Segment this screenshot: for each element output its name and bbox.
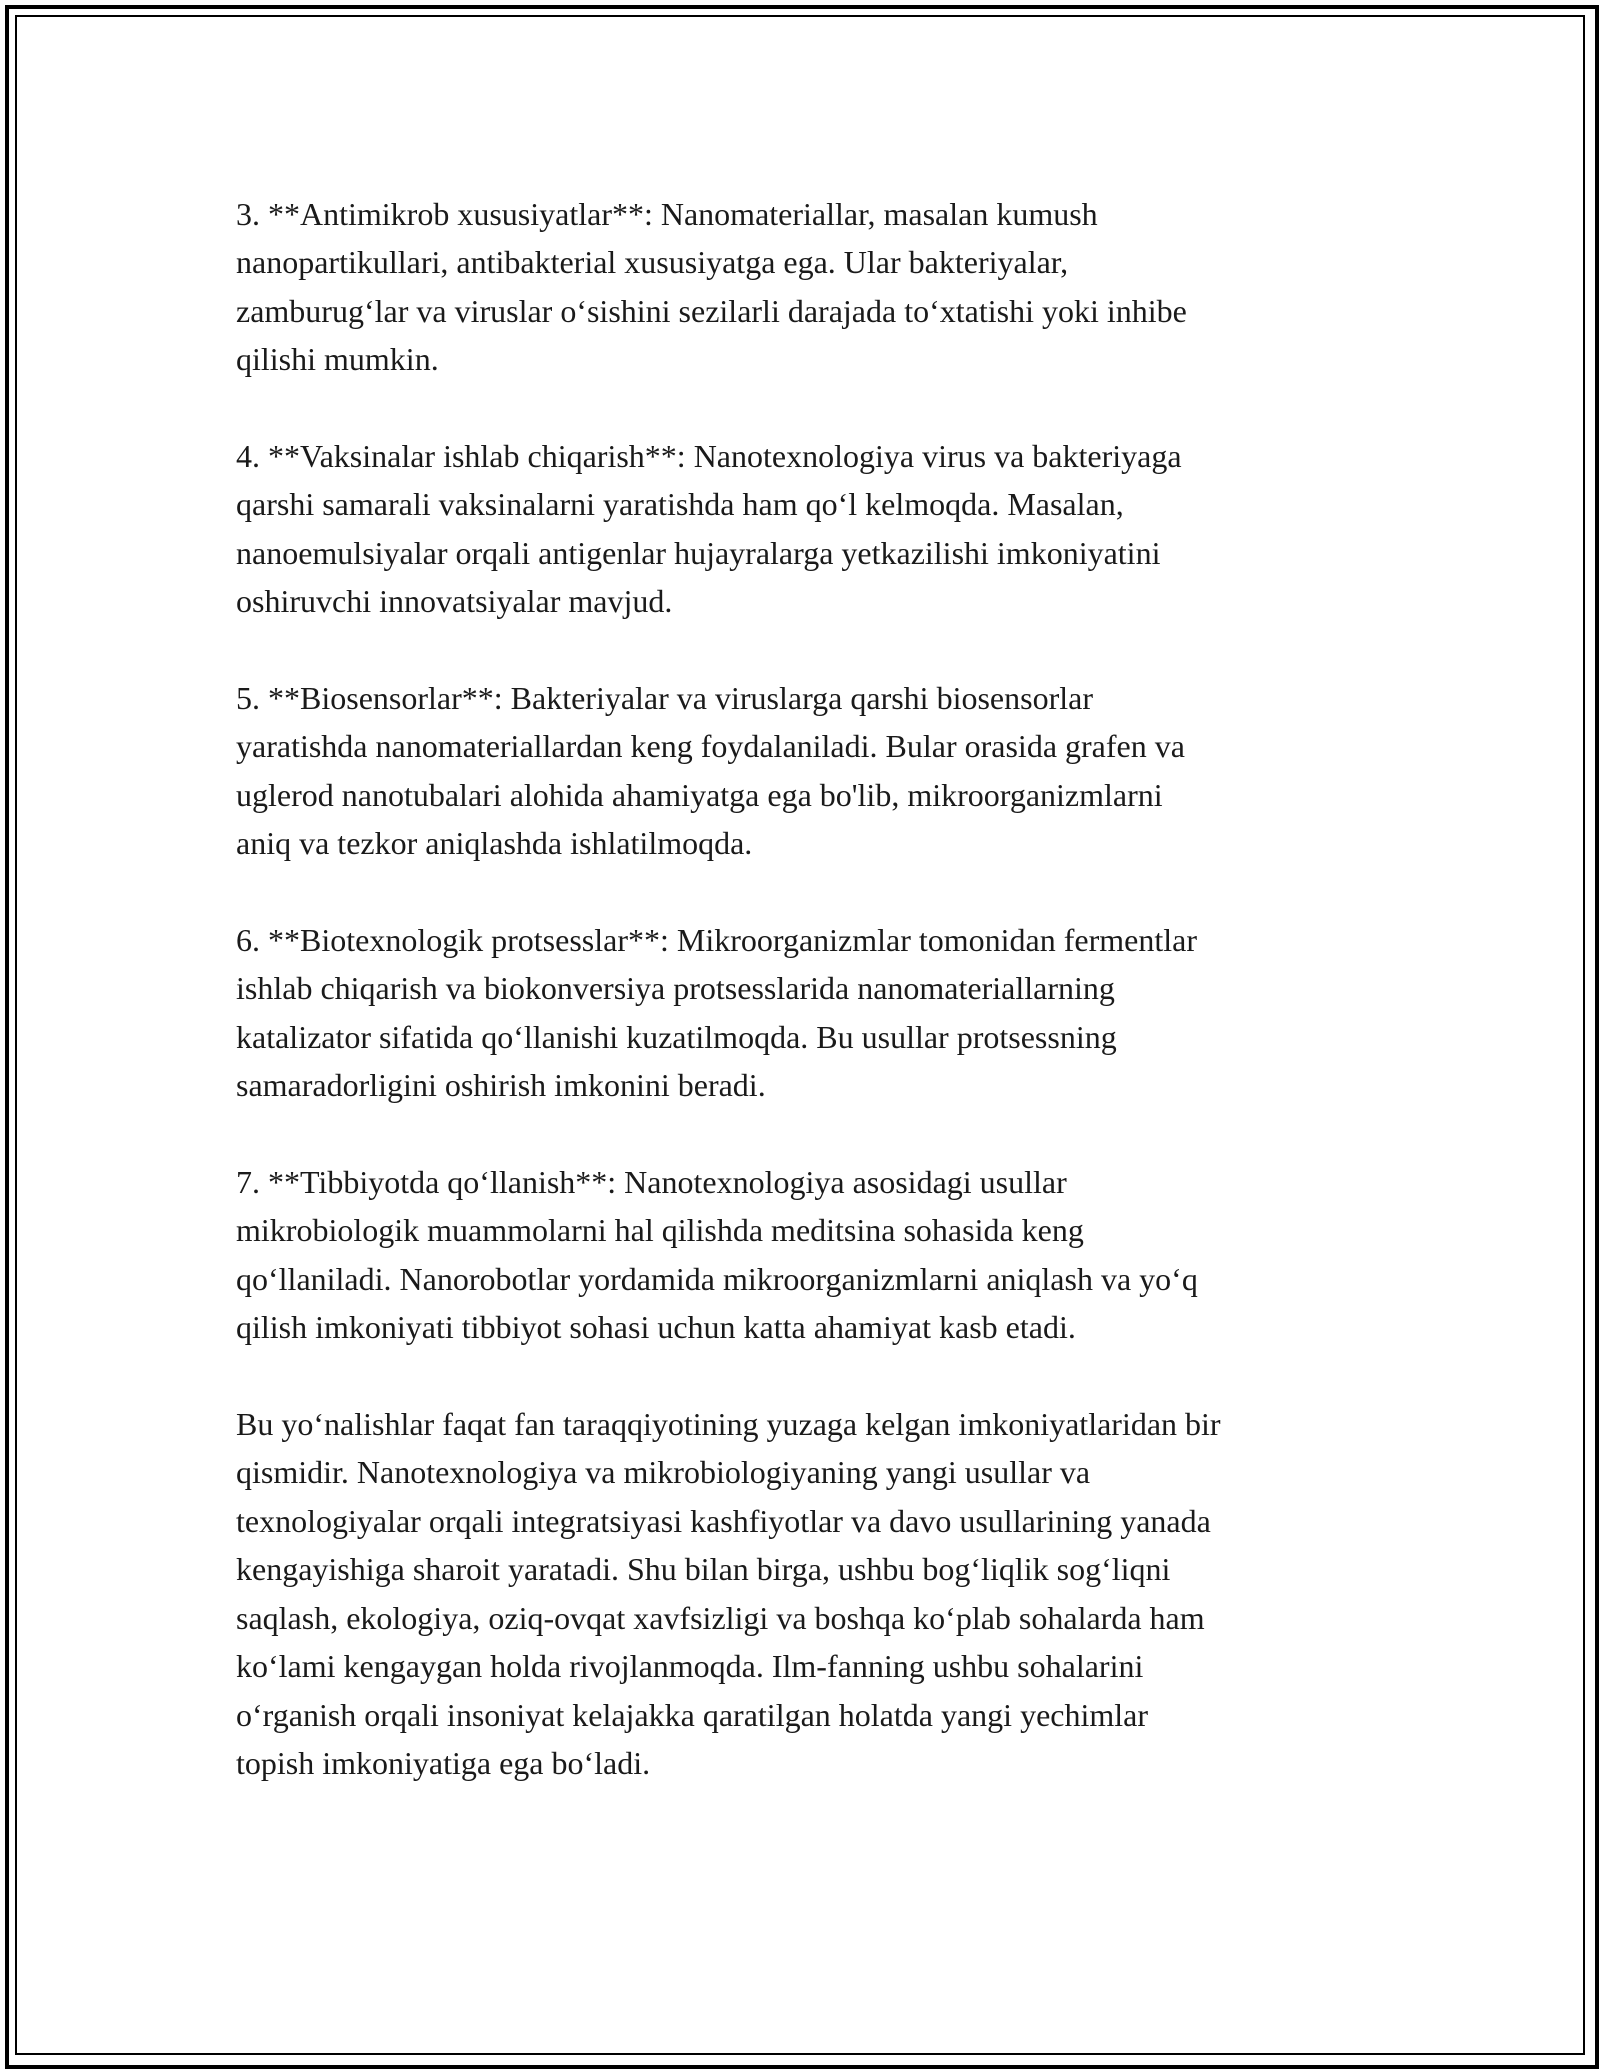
text-line: oshiruvchi innovatsiyalar mavjud. [236,583,673,620]
text-line: qilishi mumkin. [236,341,439,378]
text-line: ishlab chiqarish va biokonversiya protsesslarida nanomateriallarning [236,970,1115,1007]
text-line: yaratishda nanomateriallardan keng foydalaniladi. Bular orasida grafen va [236,728,1185,765]
text-line: saqlash, ekologiya, oziq-ovqat xavfsizligi va boshqa ko‘plab sohalarda ham [236,1599,1205,1636]
text-line: samaradorligini oshirish imkonini beradi. [236,1067,766,1104]
text-line: topish imkoniyatiga ega bo‘ladi. [236,1744,651,1781]
paragraph-conclusion [236,1400,1386,1787]
text-line: 6. **Biotexnologik protsesslar**: Mikroorganizmlar tomonidan fermentlar [236,922,1197,959]
text-line: ko‘lami kengaygan holda rivojlanmoqda. Ilm-fanning ushbu sohalarini [236,1648,1144,1685]
text-line: aniq va tezkor aniqlashda ishlatilmoqda. [236,825,753,862]
text-line: qismidir. Nanotexnologiya va mikrobiologiyaning yangi usullar va [236,1454,1091,1491]
text-line: qo‘llaniladi. Nanorobotlar yordamida mikroorganizmlarni aniqlash va yo‘q [236,1260,1198,1297]
text-line: 3. **Antimikrob xususiyatlar**: Nanomateriallar, masalan kumush [236,196,1098,232]
document-body [236,190,1386,1836]
text-line: 5. **Biosensorlar**: Bakteriyalar va viruslarga qarshi biosensorlar [236,680,1093,717]
text-line: kengayishiga sharoit yaratadi. Shu bilan birga, ushbu bog‘liqlik sog‘liqni [236,1551,1171,1588]
text-line: katalizator sifatida qo‘llanishi kuzatilmoqda. Bu usullar protsessning [236,1018,1117,1055]
text-line: nanoemulsiyalar orqali antigenlar hujayralarga yetkazilishi imkoniyatini [236,534,1161,571]
text-line: 4. **Vaksinalar ishlab chiqarish**: Nanotexnologiya virus va bakteriyaga [236,438,1182,475]
text-line: uglerod nanotubalari alohida ahamiyatga ega bo'lib, mikroorganizmlarni [236,776,1163,813]
text-line: mikrobiologik muammolarni hal qilishda meditsina sohasida keng [236,1212,1084,1249]
paragraph-biotech-processes [236,916,1386,1110]
paragraph-vaccines [236,432,1386,626]
paragraph-antimicrobial [236,190,1386,384]
text-line: nanopartikullari, antibakterial xususiyatga ega. Ular bakteriyalar, [236,244,1069,281]
text-line: 7. **Tibbiyotda qo‘llanish**: Nanotexnologiya asosidagi usullar [236,1164,1067,1201]
text-line: zamburug‘lar va viruslar o‘sishini sezilarli darajada to‘xtatishi yoki inhibe [236,292,1187,329]
text-line: o‘rganish orqali insoniyat kelajakka qaratilgan holatda yangi yechimlar [236,1696,1148,1733]
text-line: Bu yo‘nalishlar faqat fan taraqqiyotining yuzaga kelgan imkoniyatlaridan bir [236,1406,1221,1443]
paragraph-medicine [236,1158,1386,1352]
text-line: qilish imkoniyati tibbiyot sohasi uchun katta ahamiyat kasb etadi. [236,1309,1076,1346]
text-line: texnologiyalar orqali integratsiyasi kashfiyotlar va davo usullarining yanada [236,1502,1211,1539]
text-line: qarshi samarali vaksinalarni yaratishda ham qo‘l kelmoqda. Masalan, [236,486,1124,523]
paragraph-biosensors [236,674,1386,868]
